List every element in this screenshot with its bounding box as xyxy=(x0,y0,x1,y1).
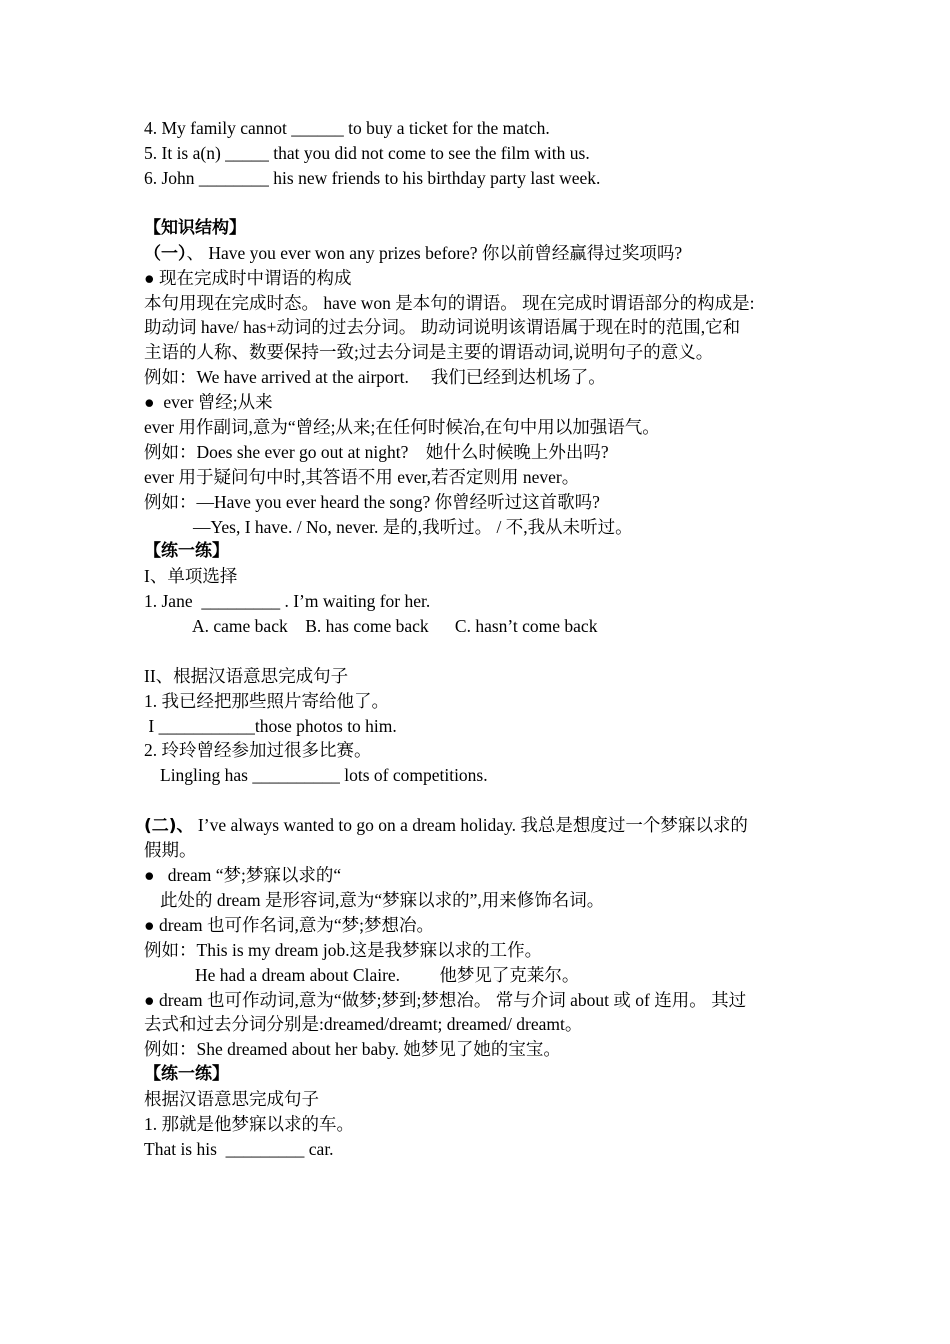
example-dream-job: 例如：This is my dream job.这是我梦寐以求的工作。 xyxy=(144,940,543,960)
part1-title-text: 、 Have you ever won any prizes before? 你以前曾经赢得过奖项吗? xyxy=(186,243,683,263)
example-airport: 例如：We have arrived at the airport. 我们已经到达机场了。 xyxy=(144,367,606,387)
practice2-answer-1: That is his _________ car. xyxy=(144,1139,334,1159)
ever-question-usage: ever 用于疑问句中时,其答语不用 ever,若否定则用 never。 xyxy=(144,467,580,487)
practice-heading-1: 【练一练】 xyxy=(144,541,229,561)
translate-question-1: 1. 我已经把那些照片寄给他了。 xyxy=(144,691,389,711)
example-claire: He had a dream about Claire. 他梦见了克莱尔。 xyxy=(195,965,580,985)
dream-adjective-usage: 此处的 dream 是形容词,意为“梦寐以求的”,用来修饰名词。 xyxy=(160,890,605,910)
translate-answer-1: I ___________those photos to him. xyxy=(144,716,397,736)
translate-question-2: 2. 玲玲曾经参加过很多比赛。 xyxy=(144,740,372,760)
part2-title-cont: 假期。 xyxy=(144,840,197,860)
example-song-answer: —Yes, I have. / No, never. 是的,我听过。 / 不,我从未听过。 xyxy=(193,517,633,537)
bullet-present-perfect: ● 现在完成时中谓语的构成 xyxy=(144,268,352,288)
ever-usage: ever 用作副词,意为“曾经;从来;在任何时候冶,在句中用以加强语气。 xyxy=(144,417,660,437)
dream-verb-forms: 去式和过去分词分别是:dreamed/dreamt; dreamed/ dreamt。 xyxy=(144,1014,583,1034)
practice2-question-1: 1. 那就是他梦寐以求的车。 xyxy=(144,1114,354,1134)
exercise-line-4: 4. My family cannot ______ to buy a ticket for the match. xyxy=(144,118,550,138)
exercise-line-5: 5. It is a(n) _____ that you did not come to see the film with us. xyxy=(144,143,590,163)
exercise-line-6: 6. John ________ his new friends to his birthday party last week. xyxy=(144,168,601,188)
bullet-dream-verb: ● dream 也可作动词,意为“做梦;梦到;梦想冶。 常与介词 about 或 of 连用。 其过 xyxy=(144,990,747,1010)
part-ii-heading: II、根据汉语意思完成句子 xyxy=(144,666,349,686)
explanation-line-2: 助动词 have/ has+动词的过去分词。 助动词说明该谓语属于现在时的范围,它和 xyxy=(144,317,741,337)
translate-answer-2: Lingling has __________ lots of competitions. xyxy=(160,765,488,785)
bullet-ever: ● ever 曾经;从来 xyxy=(144,392,273,412)
part1-title xyxy=(144,242,682,266)
explanation-line-1: 本句用现在完成时态。 have won 是本句的谓语。 现在完成时谓语部分的构成是: xyxy=(144,293,755,313)
part1-number: （一） xyxy=(144,244,187,264)
part2-title-text: I’ve always wanted to go on a dream holiday. 我总是想度过一个梦寐以求的 xyxy=(193,815,748,835)
example-song-question: 例如：—Have you ever heard the song? 你曾经听过这首歌吗? xyxy=(144,492,600,512)
example-night: 例如：Does she ever go out at night? 她什么时候晚上外出吗? xyxy=(144,442,609,462)
explanation-line-3: 主语的人称、数要保持一致;过去分词是主要的谓语动词,说明句子的意义。 xyxy=(144,342,714,362)
choice-question-1: 1. Jane _________ . I’m waiting for her. xyxy=(144,591,431,611)
bullet-dream: ● dream “梦;梦寐以求的“ xyxy=(144,865,342,885)
bullet-dream-noun: ● dream 也可作名词,意为“梦;梦想冶。 xyxy=(144,915,435,935)
example-baby: 例如：She dreamed about her baby. 她梦见了她的宝宝。 xyxy=(144,1039,561,1059)
part2-number: (二)、 xyxy=(144,816,194,836)
practice-heading-2: 【练一练】 xyxy=(144,1064,229,1084)
part-i-heading: I、单项选择 xyxy=(144,566,238,586)
choice-options-1: A. came back B. has come back C. hasn’t come back xyxy=(192,616,598,636)
section-heading-knowledge: 【知识结构】 xyxy=(144,218,246,238)
part2-title xyxy=(144,814,748,838)
practice2-instruction: 根据汉语意思完成句子 xyxy=(144,1089,319,1109)
